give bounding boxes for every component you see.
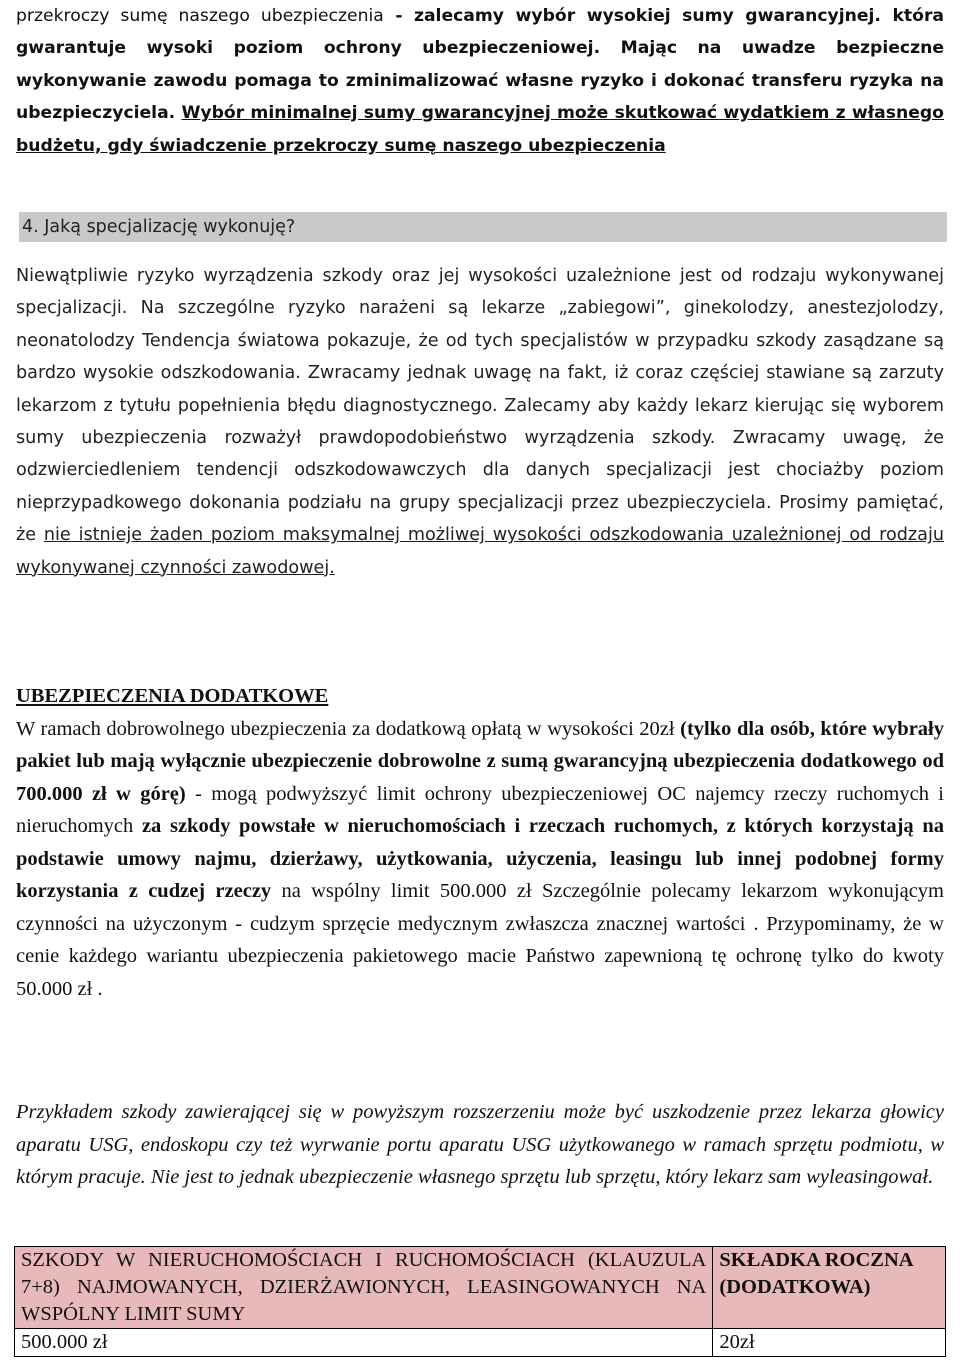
section-4-heading: 4. Jaką specjalizację wykonuję? <box>19 212 947 242</box>
fee-table-header-row <box>15 1247 946 1329</box>
additional-insurance-section <box>16 680 944 1005</box>
additional-insurance-body <box>16 713 944 1006</box>
section-4-text: Niewątpliwie ryzyko wyrządzenia szkody oraz jej wysokości uzależnione jest od rodzaju wykonywanej specjalizacji. Na szczególne ryzyko narażeni są lekarze „zabiegowi”, ginekolodzy, anestezjolodzy, neonatolodzy Tendencja światowa pokazuje, że od tych specjalistów w przypadku szkody zasądzane są bardzo wysokie odszkodowania. Zwracamy jednak uwagę na fakt, iż coraz częściej stawiane są zarzuty lekarzom z tytułu popełnienia błędu diagnostycznego. Zalecamy aby każdy lekarz kierując się wyborem sumy ubezpieczenia rozważył prawdopodobieństwo wyrządzenia szkody. Zwracamy uwagę, że odzwierciedleniem tendencji odszkodowawczych dla danych specjalizacji jest chociażby poziom nieprzypadkowego dokonania podziału na grupy specjalizacji przez ubezpieczyciela. <box>16 266 944 513</box>
section-4-underlined: nie istnieje żaden poziom maksymalnej możliwej wysokości odszkodowania uzależnionej od rodzaju wykonywanej czynności zawodowej. <box>16 525 944 578</box>
top-line1-text: przekroczy sumę naszego ubezpieczenia <box>16 6 384 26</box>
additional-text-a: W ramach dobrowolnego ubezpieczenia za dodatkową opłatą w wysokości 20zł <box>16 717 681 740</box>
fee-table-header-premium: SKŁADKA ROCZNA (DODATKOWA) <box>713 1247 946 1329</box>
fee-table-header-coverage: SZKODY W NIERUCHOMOŚCIACH I RUCHOMOŚCIACH (KLAUZULA 7+8) NAJMOWANYCH, DZIERŻAWIONYCH, LEASINGOWANYCH NA WSPÓLNY LIMIT SUMY <box>15 1247 713 1329</box>
section-4-body <box>16 260 944 584</box>
top-paragraph <box>16 0 944 162</box>
top-paragraph-text: która gwarantuje wysoki poziom ochrony ubezpieczeniowej. Mając na uwadze bezpieczne wykonywanie zawodu pomaga to zminimalizować własne ryzyko i dokonać transferu ryzyka na ubezpieczyciela. <box>16 6 945 124</box>
additional-insurance-title: UBEZPIECZENIA DODATKOWE <box>16 685 329 707</box>
example-paragraph: Przykładem szkody zawierającej się w powyższym rozszerzeniu może być uszkodzenie przez lekarza głowicy aparatu USG, endoskopu czy też wyrwanie portu aparatu USG użytkowanego w ramach sprzętu podmiotu, w którym pracuje. Nie jest to jednak ubezpieczenie własnego sprzętu lub sprzętu, który lekarz sam wyleasingował. <box>16 1101 944 1188</box>
additional-text-b: (tylko dla osób, które wybrały pakiet lub mają wyłącznie ubezpieczenie dobrowolne z sumą gwarancyjną ubezpieczenia dodatkowego od 700.000 zł w górę) <box>16 717 944 805</box>
additional-text-c: - mogą podwyższyć limit ochrony ubezpieczeniowej OC najemcy rzeczy ruchomych i nieruchomych <box>16 782 944 837</box>
top-underlined-warning: Wybór minimalnej sumy gwarancyjnej może skutkować wydatkiem z własnego budżetu, gdy świadczenie przekroczy sumę naszego ubezpieczenia <box>16 103 944 156</box>
additional-text-d: za szkody powstałe w nieruchomościach i rzeczach ruchomych, z których korzystają na podstawie umowy najmu, dzierżawy, użytkowania, użyczenia, leasingu lub innej podobnej formy korzystania z cudzej rzeczy <box>16 815 944 902</box>
fee-table-coverage-value: 500.000 zł <box>15 1329 713 1357</box>
section-4-reminder: Prosimy pamiętać, że <box>16 492 944 546</box>
top-line1-bold: - zalecamy wybór wysokiej sumy gwarancyjnej. <box>383 6 881 26</box>
fee-table <box>14 1246 946 1357</box>
fee-table-row <box>15 1329 946 1357</box>
additional-text-e: na wspólny limit 500.000 zł Szczególnie polecamy lekarzom wykonującym czynności na użyczonym - cudzym sprzęcie medycznym zwłaszcza znacznej wartości . Przypominamy, że w cenie każdego wariantu ubezpieczenia pakietowego macie Państwo zapewnioną tę ochronę tylko do kwoty 50.000 zł . <box>16 880 944 1000</box>
fee-table-premium-value: 20zł <box>713 1329 946 1357</box>
